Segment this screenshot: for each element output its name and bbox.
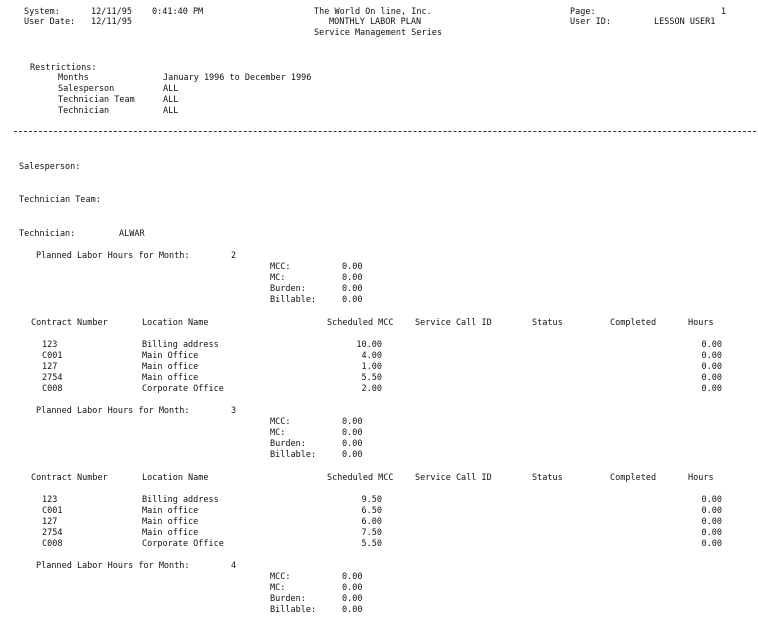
hours: 0.00: [701, 517, 722, 527]
restriction-label: Salesperson: [58, 84, 115, 94]
contract-number: C008: [42, 384, 63, 394]
billable-label: Billable:: [270, 295, 317, 305]
hours: 0.00: [701, 528, 722, 538]
column-header-scheduled: Scheduled MCC: [327, 318, 394, 328]
mcc-label: MCC:: [270, 262, 291, 272]
system-time: 0:41:40 PM: [152, 7, 204, 17]
technician-label: Technician:: [19, 229, 76, 239]
mcc-value: 0.00: [342, 262, 363, 272]
scheduled-mcc: 6.00: [361, 517, 382, 527]
column-header-service-call: Service Call ID: [415, 318, 492, 328]
column-header-location: Location Name: [142, 318, 209, 328]
hours: 0.00: [701, 384, 722, 394]
billable-value: 0.00: [342, 605, 363, 615]
mcc-value: 0.00: [342, 572, 363, 582]
user-id-label: User ID:: [570, 17, 611, 27]
mc-value: 0.00: [342, 583, 363, 593]
restriction-value: ALL: [163, 95, 179, 105]
contract-number: 127: [42, 517, 58, 527]
report-title: MONTHLY LABOR PLAN: [329, 17, 422, 27]
contract-number: 2754: [42, 528, 63, 538]
hours: 0.00: [701, 362, 722, 372]
billable-label: Billable:: [270, 450, 317, 460]
column-header-scheduled: Scheduled MCC: [327, 473, 394, 483]
scheduled-mcc: 9.50: [361, 495, 382, 505]
month-number: 3: [231, 406, 237, 416]
billable-value: 0.00: [342, 295, 363, 305]
scheduled-mcc: 5.50: [361, 539, 382, 549]
restriction-label: Months: [58, 73, 89, 83]
location-name: Corporate Office: [142, 384, 224, 394]
system-label: System:: [24, 7, 60, 17]
mc-label: MC:: [270, 428, 286, 438]
burden-label: Burden:: [270, 439, 306, 449]
planned-hours-label: Planned Labor Hours for Month:: [36, 406, 190, 416]
report-series: Service Management Series: [314, 28, 442, 38]
column-header-completed: Completed: [610, 473, 657, 483]
column-header-completed: Completed: [610, 318, 657, 328]
mc-label: MC:: [270, 273, 286, 283]
contract-number: C008: [42, 539, 63, 549]
location-name: Billing address: [142, 340, 219, 350]
burden-label: Burden:: [270, 284, 306, 294]
hours: 0.00: [701, 351, 722, 361]
user-date-label: User Date:: [24, 17, 76, 27]
column-header-status: Status: [532, 473, 563, 483]
restriction-label: Technician Team: [58, 95, 135, 105]
company-name: The World On line, Inc.: [314, 7, 432, 17]
burden-label: Burden:: [270, 594, 306, 604]
billable-label: Billable:: [270, 605, 317, 615]
restriction-value: January 1996 to December 1996: [163, 73, 312, 83]
scheduled-mcc: 10.00: [356, 340, 382, 350]
technician-team-label: Technician Team:: [19, 195, 101, 205]
mc-value: 0.00: [342, 428, 363, 438]
location-name: Billing address: [142, 495, 219, 505]
scheduled-mcc: 5.50: [361, 373, 382, 383]
location-name: Main office: [142, 362, 199, 372]
scheduled-mcc: 2.00: [361, 384, 382, 394]
page-label: Page:: [570, 7, 596, 17]
mcc-value: 0.00: [342, 417, 363, 427]
planned-hours-label: Planned Labor Hours for Month:: [36, 561, 190, 571]
mcc-label: MCC:: [270, 417, 291, 427]
month-number: 2: [231, 251, 237, 261]
burden-value: 0.00: [342, 594, 363, 604]
technician-value: ALWAR: [119, 229, 145, 239]
restriction-value: ALL: [163, 84, 179, 94]
hours: 0.00: [701, 373, 722, 383]
mc-value: 0.00: [342, 273, 363, 283]
column-header-contract: Contract Number: [31, 318, 108, 328]
hours: 0.00: [701, 539, 722, 549]
scheduled-mcc: 7.50: [361, 528, 382, 538]
contract-number: C001: [42, 506, 63, 516]
column-header-hours: Hours: [688, 318, 714, 328]
column-header-location: Location Name: [142, 473, 209, 483]
scheduled-mcc: 1.00: [361, 362, 382, 372]
hours: 0.00: [701, 506, 722, 516]
scheduled-mcc: 4.00: [361, 351, 382, 361]
restrictions-heading: Restrictions:: [30, 63, 97, 73]
contract-number: C001: [42, 351, 63, 361]
contract-number: 123: [42, 340, 58, 350]
contract-number: 123: [42, 495, 58, 505]
column-header-contract: Contract Number: [31, 473, 108, 483]
column-header-service-call: Service Call ID: [415, 473, 492, 483]
contract-number: 2754: [42, 373, 63, 383]
location-name: Main Office: [142, 351, 199, 361]
contract-number: 127: [42, 362, 58, 372]
scheduled-mcc: 6.50: [361, 506, 382, 516]
month-number: 4: [231, 561, 237, 571]
location-name: Main office: [142, 373, 199, 383]
restriction-label: Technician: [58, 106, 110, 116]
dashed-separator: [14, 131, 756, 132]
planned-hours-label: Planned Labor Hours for Month:: [36, 251, 190, 261]
location-name: Corporate Office: [142, 539, 224, 549]
page-number: 1: [720, 7, 726, 17]
mcc-label: MCC:: [270, 572, 291, 582]
location-name: Main office: [142, 506, 199, 516]
restriction-value: ALL: [163, 106, 179, 116]
mc-label: MC:: [270, 583, 286, 593]
user-id: LESSON USER1: [654, 17, 716, 27]
salesperson-label: Salesperson:: [19, 162, 81, 172]
location-name: Main office: [142, 517, 199, 527]
user-date: 12/11/95: [91, 17, 132, 27]
hours: 0.00: [701, 495, 722, 505]
billable-value: 0.00: [342, 450, 363, 460]
hours: 0.00: [701, 340, 722, 350]
column-header-hours: Hours: [688, 473, 714, 483]
location-name: Main office: [142, 528, 199, 538]
burden-value: 0.00: [342, 284, 363, 294]
system-date: 12/11/95: [91, 7, 132, 17]
burden-value: 0.00: [342, 439, 363, 449]
column-header-status: Status: [532, 318, 563, 328]
